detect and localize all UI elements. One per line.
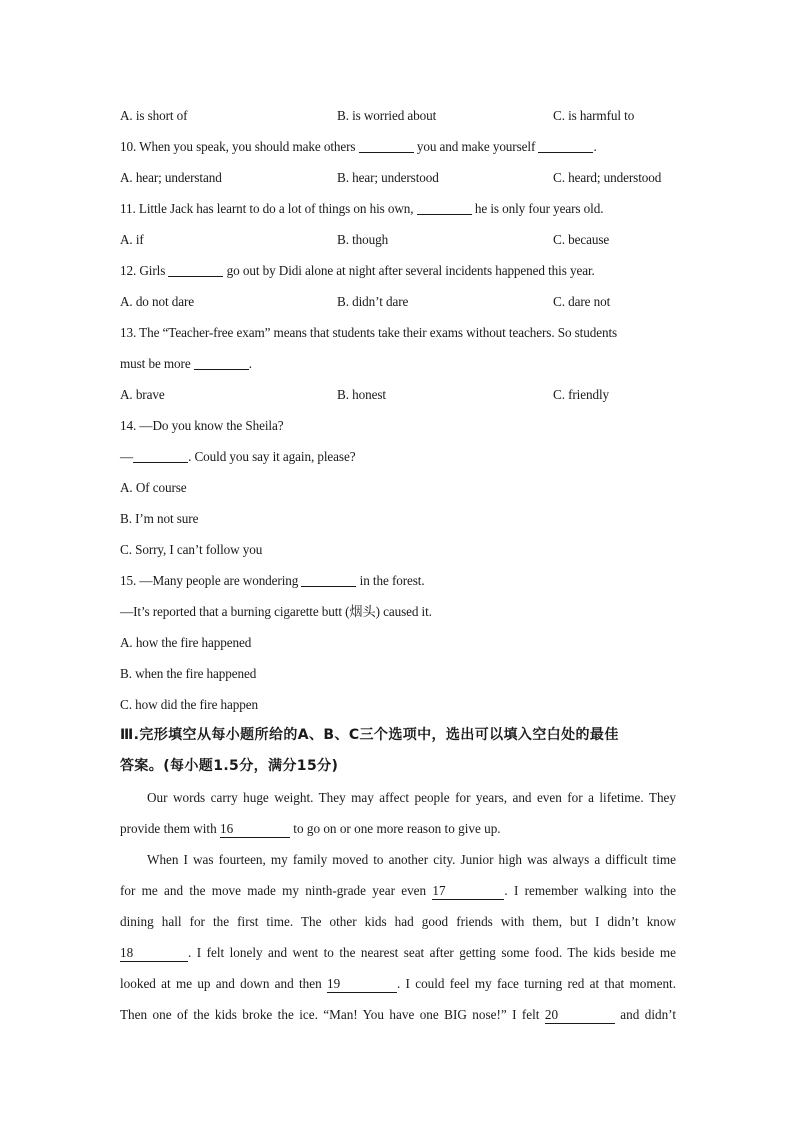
q15-option-b: B. when the fire happened	[120, 666, 257, 681]
q11-option-b: B. though	[337, 232, 389, 247]
q11-stem	[120, 193, 676, 224]
q14-text-line-1: 14. —Do you know the Sheila?	[120, 418, 284, 433]
q10-option-a: A. hear; understand	[120, 170, 222, 185]
cloze-blank-19: 19	[327, 976, 397, 993]
exam-page	[120, 100, 676, 1030]
q10-text-pre: 10. When you speak, you should make others	[120, 139, 359, 154]
passage-p1-text-post: to go on or one more reason to give up.	[290, 821, 501, 836]
q10-option-b: B. hear; understood	[337, 170, 439, 185]
q15-option-a: A. how the fire happened	[120, 635, 252, 650]
q10-option-c: C. heard; understood	[553, 170, 662, 185]
cloze-blank-16: 16	[220, 821, 290, 838]
passage-p2-line-6	[120, 999, 676, 1030]
passage-p2-line-4	[120, 937, 676, 968]
q14-stem-line-1	[120, 410, 676, 441]
section-3-title-line-1: Ⅲ.完形填空从每小题所给的A、B、C三个选项中，选出可以填入空白处的最佳	[120, 727, 619, 743]
q11-blank	[417, 200, 472, 215]
passage-p2-text-post-18: . I felt lonely and went to the nearest seat after getting some food. The kids beside me	[188, 945, 676, 960]
q12-text-pre: 12. Girls	[120, 263, 169, 278]
q15-option-c: C. how did the fire happen	[120, 697, 259, 712]
q14-option-c: C. Sorry, I can’t follow you	[120, 542, 263, 557]
passage-p2-text-post-19: . I could feel my face turning red at that moment.	[396, 976, 676, 991]
q14-option-a: A. Of course	[120, 480, 187, 495]
passage-p1-text-pre: provide them with	[120, 821, 220, 836]
q11-option-c: C. because	[553, 232, 610, 247]
passage-p2-line-5	[120, 968, 676, 999]
passage-p2-line-2	[120, 875, 676, 906]
passage-p1-line-2	[120, 813, 676, 844]
passage-p2-text-post-20: and didn’t	[614, 1007, 676, 1022]
q14-text-pre: —	[120, 449, 134, 464]
passage-p2-text-post-17: . I remember walking into the	[504, 883, 676, 898]
q12-option-b: B. didn’t dare	[337, 294, 409, 309]
q13-blank	[194, 355, 249, 370]
q13-stem-line-2	[120, 348, 676, 379]
q14-text-post: . Could you say it again, please?	[188, 449, 356, 464]
q9-options	[120, 100, 676, 131]
q13-stem-line-1	[120, 317, 676, 348]
q12-blank	[168, 262, 223, 277]
q15-text-post: in the forest.	[356, 573, 425, 588]
q13-text-pre: must be more	[120, 356, 194, 371]
q12-option-c: C. dare not	[553, 294, 611, 309]
q10-text-mid: you and make yourself	[413, 139, 539, 154]
q14-blank	[133, 448, 188, 463]
cloze-blank-17: 17	[432, 883, 504, 900]
q14-option-b: B. I’m not sure	[120, 511, 199, 526]
passage-p2-text-pre-19: looked at me up and down and then	[120, 976, 327, 991]
q12-stem	[120, 255, 676, 286]
q10-blank-2	[538, 138, 593, 153]
q11-option-a: A. if	[120, 232, 144, 247]
cloze-blank-20: 20	[545, 1007, 615, 1024]
passage-p2-line-3: dining hall for the first time. The other kids had good friends with them, but I didn’t know	[120, 914, 676, 929]
passage-p2-text-pre-17: for me and the move made my ninth-grade year even	[120, 883, 433, 898]
q13-option-b: B. honest	[337, 387, 386, 402]
passage-p2-text-pre-20: Then one of the kids broke the ice. “Man! You have one BIG nose!” I felt	[120, 1007, 545, 1022]
passage-p2-line-1: When I was fourteen, my family moved to another city. Junior high was always a difficult time	[147, 852, 676, 867]
passage-p1-line-1: Our words carry huge weight. They may affect people for years, and even for a lifetime. They	[147, 790, 676, 805]
q12-options	[120, 286, 676, 317]
q13-text-line-1: 13. The “Teacher-free exam” means that students take their exams without teachers. So students	[120, 325, 618, 340]
q11-text-post: he is only four years old.	[471, 201, 604, 216]
q9-option-a: A. is short of	[120, 108, 188, 123]
q12-option-a: A. do not dare	[120, 294, 195, 309]
q13-option-c: C. friendly	[553, 387, 610, 402]
q15-blank	[301, 572, 356, 587]
q15-stem-line-2: —It’s reported that a burning cigarette butt (烟头) caused it.	[120, 604, 432, 619]
q13-options	[120, 379, 676, 410]
q12-text-post: go out by Didi alone at night after several incidents happened this year.	[223, 263, 595, 278]
section-3-title-line-2: 答案。(每小题1.5分，满分15分)	[120, 758, 339, 774]
q13-option-a: A. brave	[120, 387, 165, 402]
q11-text-pre: 11. Little Jack has learnt to do a lot of things on his own,	[120, 201, 417, 216]
q11-options	[120, 224, 676, 255]
cloze-blank-18: 18	[120, 945, 188, 962]
q13-text-post: .	[248, 356, 252, 371]
q10-text-post: .	[593, 139, 597, 154]
q15-stem-line-1	[120, 565, 676, 596]
q10-stem	[120, 131, 676, 162]
q14-stem-line-2	[120, 441, 676, 472]
q10-options	[120, 162, 676, 193]
q15-text-pre: 15. —Many people are wondering	[120, 573, 302, 588]
q9-option-c: C. is harmful to	[553, 108, 635, 123]
q9-option-b: B. is worried about	[337, 108, 437, 123]
q10-blank-1	[359, 138, 414, 153]
